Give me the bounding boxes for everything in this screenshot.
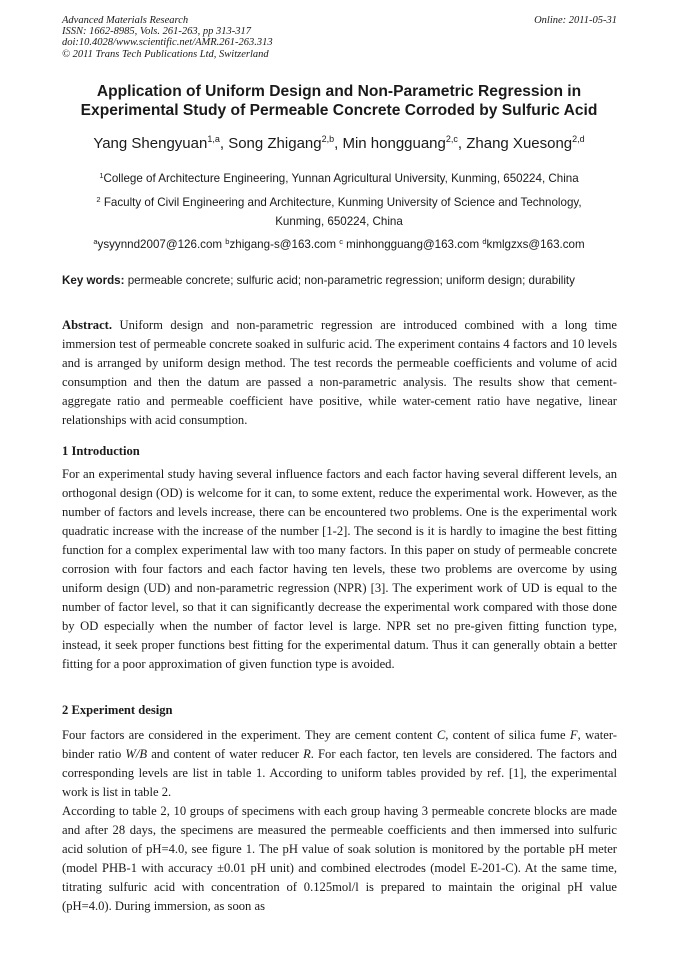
author-separator: , [334, 135, 343, 152]
abstract-text: Uniform design and non-parametric regression are introduced combined with a long time immersion test of permeable concrete soaked in sulfuric acid. The experiment contains 4 factors and 10 levels and is arranged by uniform design method. The test records the permeable coefficients and volume of acid consumption and then the datum are passed a non-parametric analysis. The results show that cement-aggregate ratio and permeable coefficient have positive, while water-cement ratio have negative, linear relationships with acid consumption. [62, 318, 617, 427]
keywords-text: permeable concrete; sulfuric acid; non-parametric regression; uniform design; durability [124, 274, 575, 287]
affiliation-mark: 2 [96, 195, 101, 204]
email-mark: a [93, 237, 98, 246]
experiment-design-paragraph-1 [62, 726, 617, 802]
introduction-body [62, 465, 617, 674]
author [466, 135, 584, 152]
author-name: Yang Shengyuan [93, 135, 208, 152]
author-affiliation-mark: 2,c [445, 134, 458, 144]
author-affiliation-mark: 1,a [207, 134, 220, 144]
author [342, 135, 466, 152]
email-link[interactable]: zhigang-s@163.com [229, 238, 340, 251]
keywords [62, 273, 617, 289]
paragraph-text: and content of water reducer [147, 747, 304, 761]
author-name: Min hongguang [342, 135, 446, 152]
author-affiliation-mark: 2,b [321, 134, 335, 144]
affiliation-mark: 1 [99, 171, 104, 180]
author [93, 135, 228, 152]
author-name: Zhang Xuesong [466, 135, 573, 152]
affiliation-text: Faculty of Civil Engineering and Architecture, Kunming University of Science and Technology, [100, 196, 582, 209]
author-affiliation-mark: 2,d [572, 134, 585, 144]
paper-title [40, 82, 638, 120]
email-link[interactable]: minhongguang@163.com [342, 238, 483, 251]
section-heading-introduction: 1 Introduction [62, 444, 140, 458]
section-heading-experiment-design: 2 Experiment design [62, 703, 173, 717]
variable-r: R [303, 747, 311, 761]
author [228, 135, 342, 152]
author-name: Song Zhigang [228, 135, 322, 152]
affiliation-text: College of Architecture Engineering, Yunnan Agricultural University, Kunming, 650224, China [103, 172, 579, 185]
paragraph-text: Four factors are considered in the experiment. They are cement content [62, 728, 437, 742]
issn-line: ISSN: 1662-8985, Vols. 261-263, pp 313-317 [62, 26, 251, 38]
experiment-design-paragraph-2: According to table 2, 10 groups of specimens with each group having 3 permeable concrete blocks are made and after 28 days, the specimens are measured the permeable coefficients and then immersed into sulfuric acid solution of pH=4.0, see figure 1. The pH value of soak solution is monitored by the portable pH meter (model PHB-1 with accuracy ±0.01 pH unit) and combined electrodes (model E-201-C). At the same time, titrating sulfuric acid with concentration of 0.125mol/l is prepared to maintain the original pH value (pH=4.0). During immersion, as soon as [62, 804, 617, 913]
variable-c: C [436, 728, 446, 742]
email-link[interactable]: ysyynnd2007@126.com [97, 238, 226, 251]
journal-header [62, 15, 617, 60]
abstract-paragraph [62, 316, 617, 430]
abstract-label: Abstract. [62, 318, 113, 332]
email-mark: d [482, 237, 487, 246]
title-line-2: Experimental Study of Permeable Concrete Corroded by Sulfuric Acid [80, 102, 598, 119]
paragraph-text: , content of silica fume [445, 728, 570, 742]
email-link[interactable]: kmlgzxs@163.com [486, 238, 585, 251]
author-separator: , [219, 135, 229, 152]
paragraph-text: , water-binder ratio [62, 728, 617, 761]
experiment-design-body [62, 726, 617, 916]
online-date: Online: 2011-05-31 [534, 15, 617, 26]
affiliation-text-line-2: Kunming, 650224, China [275, 215, 403, 228]
variable-wb: W/B [125, 747, 148, 761]
author-separator: , [457, 135, 467, 152]
variable-f: F [569, 728, 578, 742]
author-list [20, 130, 658, 153]
keywords-label: Key words: [62, 274, 125, 287]
abstract [62, 316, 617, 430]
title-line-1: Application of Uniform Design and Non-Parametric Regression in [96, 83, 582, 100]
affiliation-2 [50, 190, 628, 231]
author-emails [20, 234, 658, 253]
affiliation-1 [50, 166, 628, 188]
email-mark: b [225, 237, 230, 246]
doi-line[interactable]: doi:10.4028/www.scientific.net/AMR.261-263.313 [62, 37, 273, 49]
introduction-paragraph: For an experimental study having several influence factors and each factor having several different levels, an orthogonal design (OD) is welcome for it can, to some extent, reduce the experimental work. However, as the number of factors and levels increase, there can be encountered two problems. One is the experimental work quadratic increase with the increase of the number [1-2]. The second is it is hardly to imagine the best fitting function for a complex experimental law with too many factors. In this paper on study of permeable concrete corrosion with four factors and each factor having ten levels, these two problems are overcome by using uniform design (UD) and non-parametric regression (NPR) [3]. The experiment work of UD is equal to the number of factor level, so that it can significantly decrease the experimental work compared with those done by OD especially when the number of factor level is large. NPR set no pre-given fitting function type, instead, it seek proper functions best fitting for the experimental datum. Thus it can generally obtain a better fitting for a poor approximation of given function type is avoided. [62, 467, 617, 671]
journal-name: Advanced Materials Research [62, 15, 189, 26]
copyright-line: © 2011 Trans Tech Publications Ltd, Switzerland [62, 48, 269, 60]
email-mark: c [339, 237, 343, 246]
paragraph-text: . For each factor, ten levels are considered. The factors and corresponding levels are list in table 1. According to uniform tables provided by ref. [1], the experimental work is list in table 2. [62, 747, 617, 799]
